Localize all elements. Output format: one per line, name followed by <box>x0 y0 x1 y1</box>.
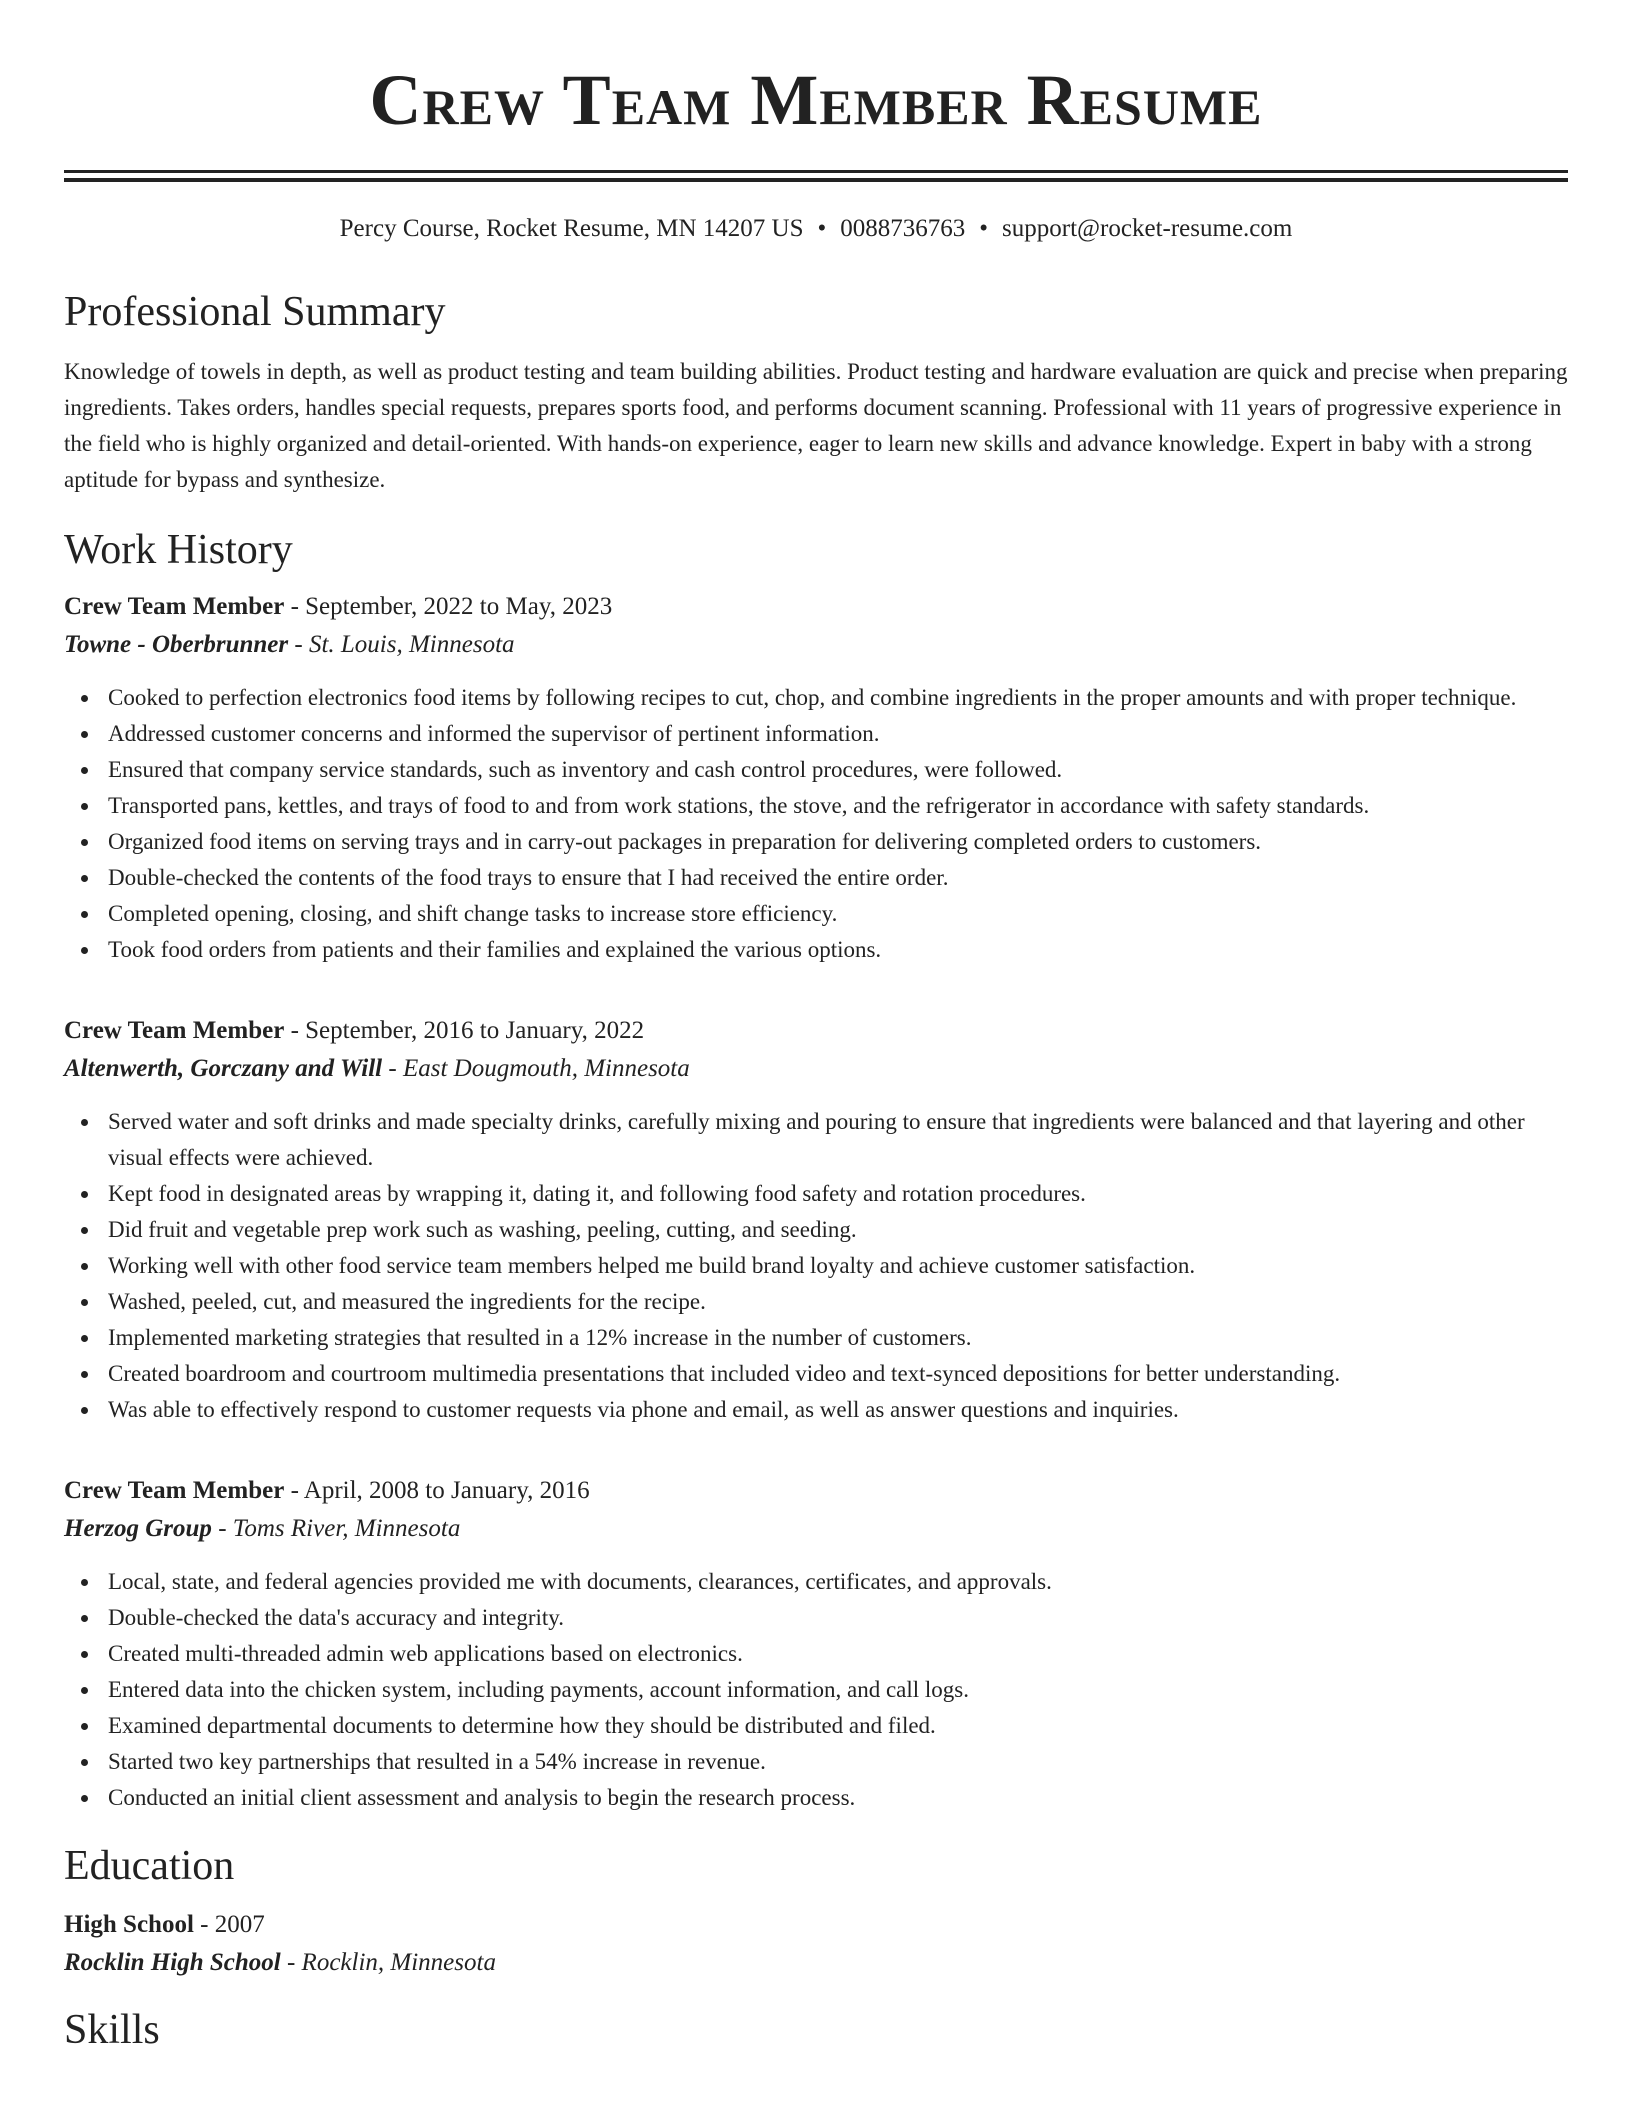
list-item: Took food orders from patients and their families and explained the various options. <box>108 932 1568 968</box>
job-role: Crew Team Member <box>64 593 285 620</box>
education-degree: High School <box>64 1911 194 1938</box>
list-item: Cooked to perfection electronics food items by following recipes to cut, chop, and combine ingredients in the proper amounts and with proper technique. <box>108 680 1568 716</box>
job-location: - East Dougmouth, Minnesota <box>382 1055 690 1082</box>
contact-separator: • <box>817 215 827 242</box>
job-location: - Toms River, Minnesota <box>211 1515 461 1542</box>
list-item: Was able to effectively respond to customer requests via phone and email, as well as answer questions and inquiries. <box>108 1392 1568 1428</box>
contact-phone: 0088736763 <box>840 215 966 242</box>
job-dates: - September, 2016 to January, 2022 <box>284 1017 645 1044</box>
job-location: - St. Louis, Minnesota <box>288 631 515 658</box>
list-item: Implemented marketing strategies that resulted in a 12% increase in the number of customers. <box>108 1320 1568 1356</box>
summary-heading: Professional Summary <box>64 289 446 335</box>
job-employer: Towne - Oberbrunner <box>64 631 289 658</box>
list-item: Kept food in designated areas by wrapping it, dating it, and following food safety and rotation procedures. <box>108 1176 1568 1212</box>
job-employer-line <box>64 626 1568 664</box>
list-item: Double-checked the data's accuracy and integrity. <box>108 1600 1568 1636</box>
list-item: Conducted an initial client assessment and analysis to begin the research process. <box>108 1780 1568 1816</box>
list-item: Served water and soft drinks and made specialty drinks, carefully mixing and pouring to ensure that ingredients were balanced and that layering and other visual effects were achieved. <box>108 1104 1568 1176</box>
job-bullets <box>64 1104 1568 1428</box>
education-school-line <box>64 1944 1568 1982</box>
list-item: Started two key partnerships that resulted in a 54% increase in revenue. <box>108 1744 1568 1780</box>
education-location: - Rocklin, Minnesota <box>280 1949 496 1976</box>
summary-text: Knowledge of towels in depth, as well as product testing and team building abilities. Product testing and hardware evaluation are quick and precise when preparing ingredients. Takes orders, handles special requests, prepares sports food, and performs document scanning. Professional with 11 years of progressive experience in the field who is highly organized and detail-oriented. With hands-on experience, eager to learn new skills and advance knowledge. Expert in baby with a strong aptitude for bypass and synthesize. <box>64 359 1568 492</box>
job-role: Crew Team Member <box>64 1017 285 1044</box>
education-entry <box>64 1906 1568 1982</box>
job-title-line <box>64 1472 1568 1510</box>
job-title-line <box>64 588 1568 626</box>
list-item: Entered data into the chicken system, including payments, account information, and call logs. <box>108 1672 1568 1708</box>
list-item: Ensured that company service standards, such as inventory and cash control procedures, were followed. <box>108 752 1568 788</box>
list-item: Transported pans, kettles, and trays of food to and from work stations, the stove, and the refrigerator in accordance with safety standards. <box>108 788 1568 824</box>
job-dates: - April, 2008 to January, 2016 <box>284 1477 590 1504</box>
education-year: - 2007 <box>193 1911 265 1938</box>
resume-title: Crew Team Member Resume <box>369 60 1263 140</box>
job-bullets <box>64 680 1568 968</box>
job-entry <box>64 1472 1568 1816</box>
list-item: Double-checked the contents of the food trays to ensure that I had received the entire order. <box>108 860 1568 896</box>
list-item: Examined departmental documents to determine how they should be distributed and filed. <box>108 1708 1568 1744</box>
job-entry <box>64 588 1568 968</box>
education-degree-line <box>64 1906 1568 1944</box>
job-dates: - September, 2022 to May, 2023 <box>284 593 613 620</box>
list-item: Organized food items on serving trays and in carry-out packages in preparation for delivering completed orders to customers. <box>108 824 1568 860</box>
education-heading: Education <box>64 1843 235 1889</box>
list-item: Did fruit and vegetable prep work such as washing, peeling, cutting, and seeding. <box>108 1212 1568 1248</box>
job-role: Crew Team Member <box>64 1477 285 1504</box>
job-employer: Herzog Group <box>64 1515 212 1542</box>
contact-email: support@rocket-resume.com <box>1002 215 1293 242</box>
title-rule-bottom <box>64 178 1568 182</box>
skills-heading: Skills <box>64 2007 160 2053</box>
list-item: Completed opening, closing, and shift change tasks to increase store efficiency. <box>108 896 1568 932</box>
job-entry <box>64 1012 1568 1428</box>
job-title-line <box>64 1012 1568 1050</box>
list-item: Washed, peeled, cut, and measured the ingredients for the recipe. <box>108 1284 1568 1320</box>
work-history-heading: Work History <box>64 527 293 573</box>
job-bullets <box>64 1564 1568 1816</box>
list-item: Created multi-threaded admin web applications based on electronics. <box>108 1636 1568 1672</box>
job-employer-line <box>64 1510 1568 1548</box>
contact-separator: • <box>979 215 989 242</box>
list-item: Working well with other food service team members helped me build brand loyalty and achieve customer satisfaction. <box>108 1248 1568 1284</box>
contact-line <box>64 212 1568 246</box>
title-rule-top <box>64 170 1568 173</box>
education-school: Rocklin High School <box>64 1949 281 1976</box>
job-employer-line <box>64 1050 1568 1088</box>
job-employer: Altenwerth, Gorczany and Will <box>64 1055 383 1082</box>
list-item: Addressed customer concerns and informed the supervisor of pertinent information. <box>108 716 1568 752</box>
list-item: Created boardroom and courtroom multimedia presentations that included video and text-synced depositions for better understanding. <box>108 1356 1568 1392</box>
list-item: Local, state, and federal agencies provided me with documents, clearances, certificates, and approvals. <box>108 1564 1568 1600</box>
contact-address: Percy Course, Rocket Resume, MN 14207 US <box>339 215 804 242</box>
